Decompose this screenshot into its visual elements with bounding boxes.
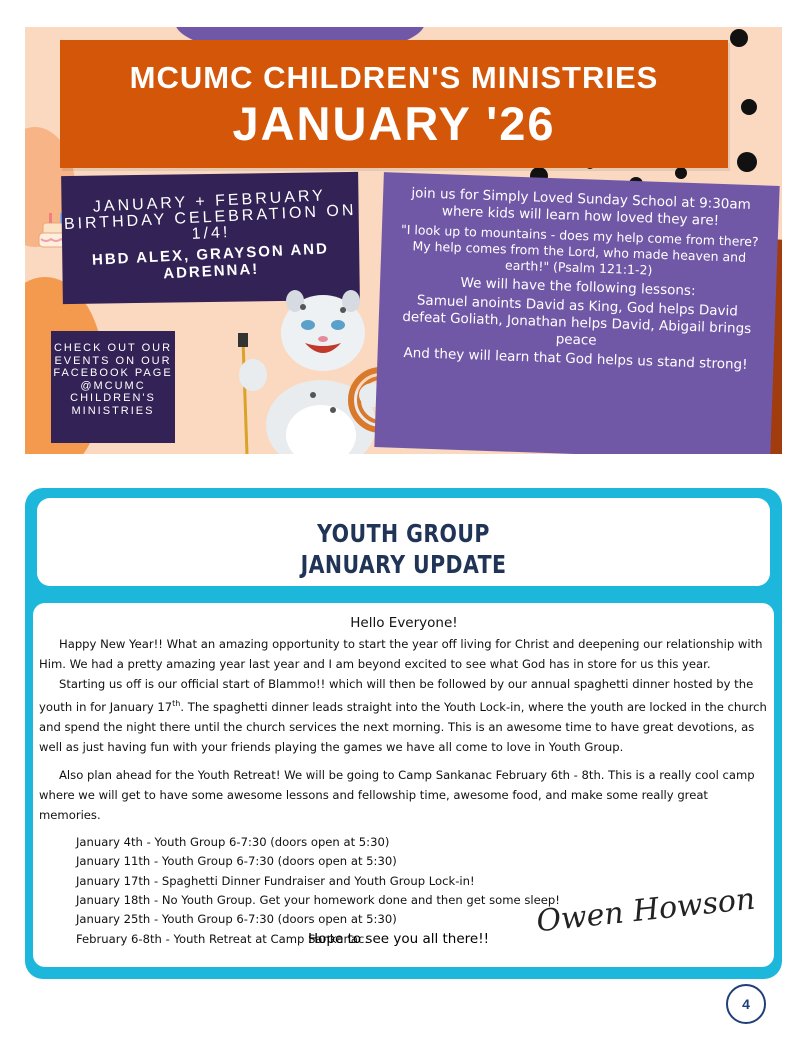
sunday-school-invite: join us for Simply Loved Sunday School at 9:30am where kids will learn how loved they are! [411,185,752,229]
decor-dot [737,152,757,172]
ordinal-suffix: th [172,699,181,708]
youth-body [33,603,774,967]
schedule-item: February 6-8th - Youth Retreat at Camp Sankanac. [76,931,369,946]
lessons-list: Samuel anoints David as King, God helps David defeat Goliath, Jonathan helps David, Abigail brings peace [402,292,752,349]
paragraph-blammo [39,674,769,757]
banner-title: MCUMC CHILDREN'S MINISTRIES [129,60,659,95]
birthday-names: HBD ALEX, GRAYSON AND ADRENNA! [91,240,330,283]
youth-title-line2: JANUARY UPDATE [300,550,507,579]
banner-month: JANUARY '26 [232,97,556,150]
decor-dot [741,99,757,115]
paragraph-retreat: Also plan ahead for the Youth Retreat! We will be going to Camp Sankanac February 6th - 8th. This is a really cool camp where we will get to have some awesome lessons and fellowship time, awesome food, and make some really great memories. [39,767,755,822]
sunday-school-box [374,172,779,454]
childrens-ministries-banner [25,27,782,454]
decor-dot [675,167,687,179]
banner-title-bar [60,40,728,168]
facebook-events-text: CHECK OUT OUR EVENTS ON OUR FACEBOOK PAGE @MCUMC CHILDREN'S MINISTRIES [53,342,173,417]
paragraph-new-year: Happy New Year!! What an amazing opportunity to start the year off living for Christ and deepening our relationship with Him. We had a pretty amazing year last year and I am beyond excited to see what God has in store for us this year. [39,637,763,671]
schedule-item: January 11th - Youth Group 6-7:30 (doors open at 5:30) [76,854,397,869]
schedule-item: January 17th - Spaghetti Dinner Fundraiser and Youth Group Lock-in! [76,873,475,888]
signature: Owen Howson [534,881,757,940]
paragraph-blammo-start: Starting us off is our official start of Blammo!! which will then be followed by our annual spaghetti dinner hosted by the youth in for January 17 [39,677,754,714]
youth-title-line1: YOUTH GROUP [317,519,490,548]
bible-verse: "I look up to mountains - does my help come from there? My help comes from the Lord, who made heaven and earth!" (Psalm 121:1-2) [400,221,759,278]
facebook-events-box [51,331,175,443]
lessons-closing: And they will learn that God helps us stand strong! [403,344,748,373]
schedule-item: January 4th - Youth Group 6-7:30 (doors open at 5:30) [76,834,390,849]
schedule-item: January 25th - Youth Group 6-7:30 (doors open at 5:30) [76,912,397,927]
birthday-announcement: JANUARY + FEBRUARY BIRTHDAY CELEBRATION ON 1/4! [63,187,357,243]
youth-group-card [25,488,782,979]
schedule-item: January 18th - No Youth Group. Get your homework done and then get some sleep! [76,893,560,908]
paragraph-blammo-end: . The spaghetti dinner leads straight into the Youth Lock-in, where the youth are locked in the church and spend the night there until the church services the next morning. This is an awesome time to have great devotions, as well as just having fun with your friends playing the games we have all come to love in Youth Group. [39,699,767,754]
page-number: 4 [726,984,766,1024]
greeting: Hello Everyone! [350,615,458,631]
decor-dot [730,29,748,47]
youth-title [103,518,704,580]
sign-off: Hope to see you all there!! [308,931,490,947]
youth-header [37,498,770,586]
lessons-intro: We will have the following lessons: [460,274,696,300]
